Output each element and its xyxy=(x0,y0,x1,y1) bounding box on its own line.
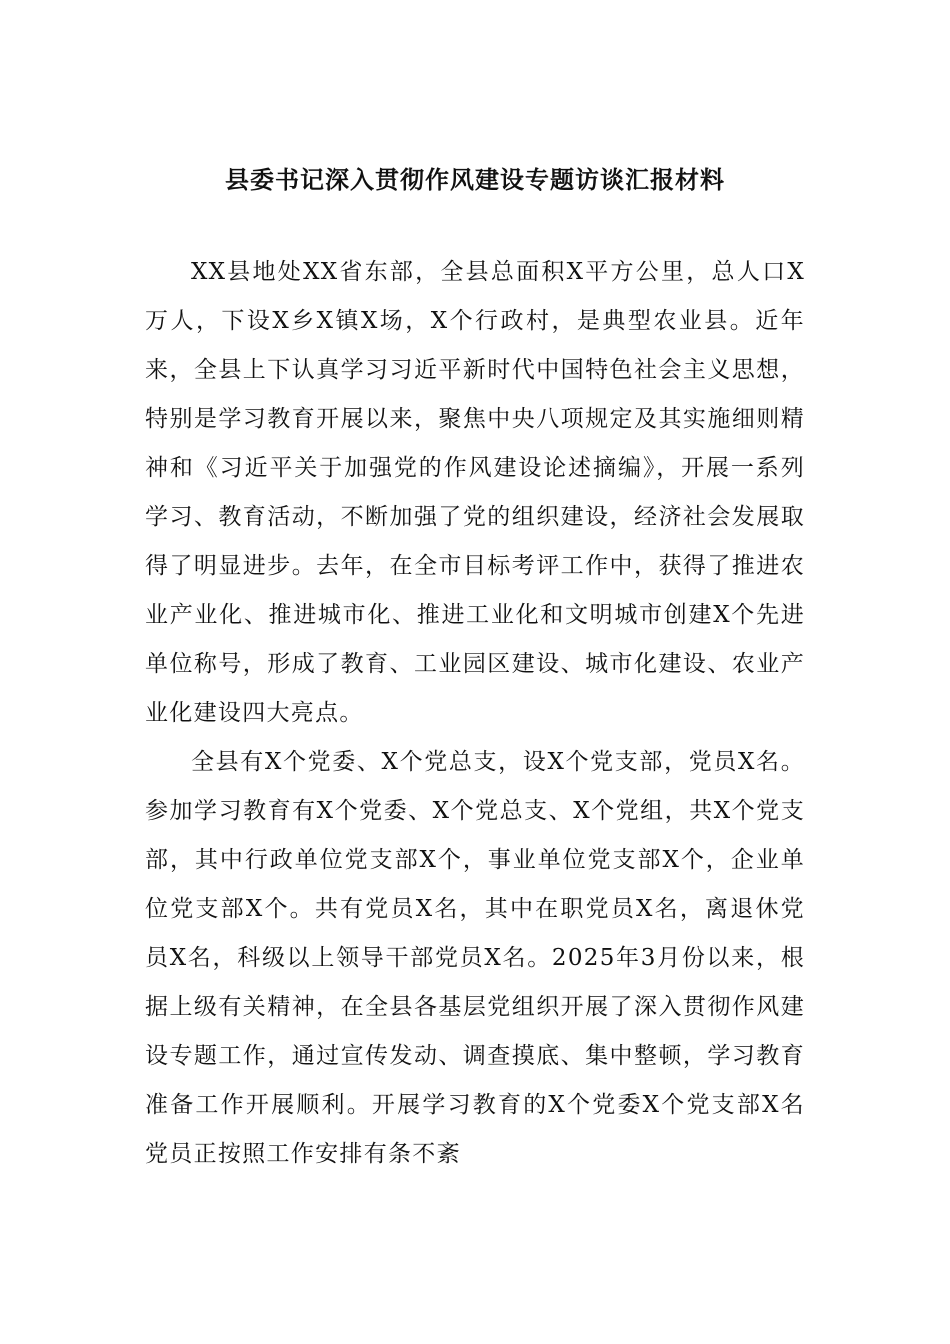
document-title: 县委书记深入贯彻作风建设专题访谈汇报材料 xyxy=(225,165,725,194)
document-body xyxy=(145,248,805,1179)
paragraph-party-organization: 全县有X个党委、X个党总支，设X个党支部，党员X名。参加学习教育有X个党委、X个党总支、X个党组，共X个党支部，其中行政单位党支部X个，事业单位党支部X个，企业单位党支部X个。共有党员X名，其中在职党员X名，离退休党员X名，科级以上领导干部党员X名。2025年3月份以来，根据上级有关精神，在全县各基层党组织开展了深入贯彻作风建设专题工作，通过宣传发动、调查摸底、集中整顿，学习教育准备工作开展顺利。开展学习教育的X个党委X个党支部X名党员正按照工作安排有条不紊 xyxy=(145,749,805,1167)
paragraph-county-overview: XX县地处XX省东部，全县总面积X平方公里，总人口X万人，下设X乡X镇X场，X个行政村，是典型农业县。近年来，全县上下认真学习习近平新时代中国特色社会主义思想，特别是学习教育开展以来，聚焦中央八项规定及其实施细则精神和《习近平关于加强党的作风建设论述摘编》，开展一系列学习、教育活动，不断加强了党的组织建设，经济社会发展取得了明显进步。去年，在全市目标考评工作中，获得了推进农业产业化、推进城市化、推进工业化和文明城市创建X个先进单位称号，形成了教育、工业园区建设、城市化建设、农业产业化建设四大亮点。 xyxy=(145,259,805,726)
